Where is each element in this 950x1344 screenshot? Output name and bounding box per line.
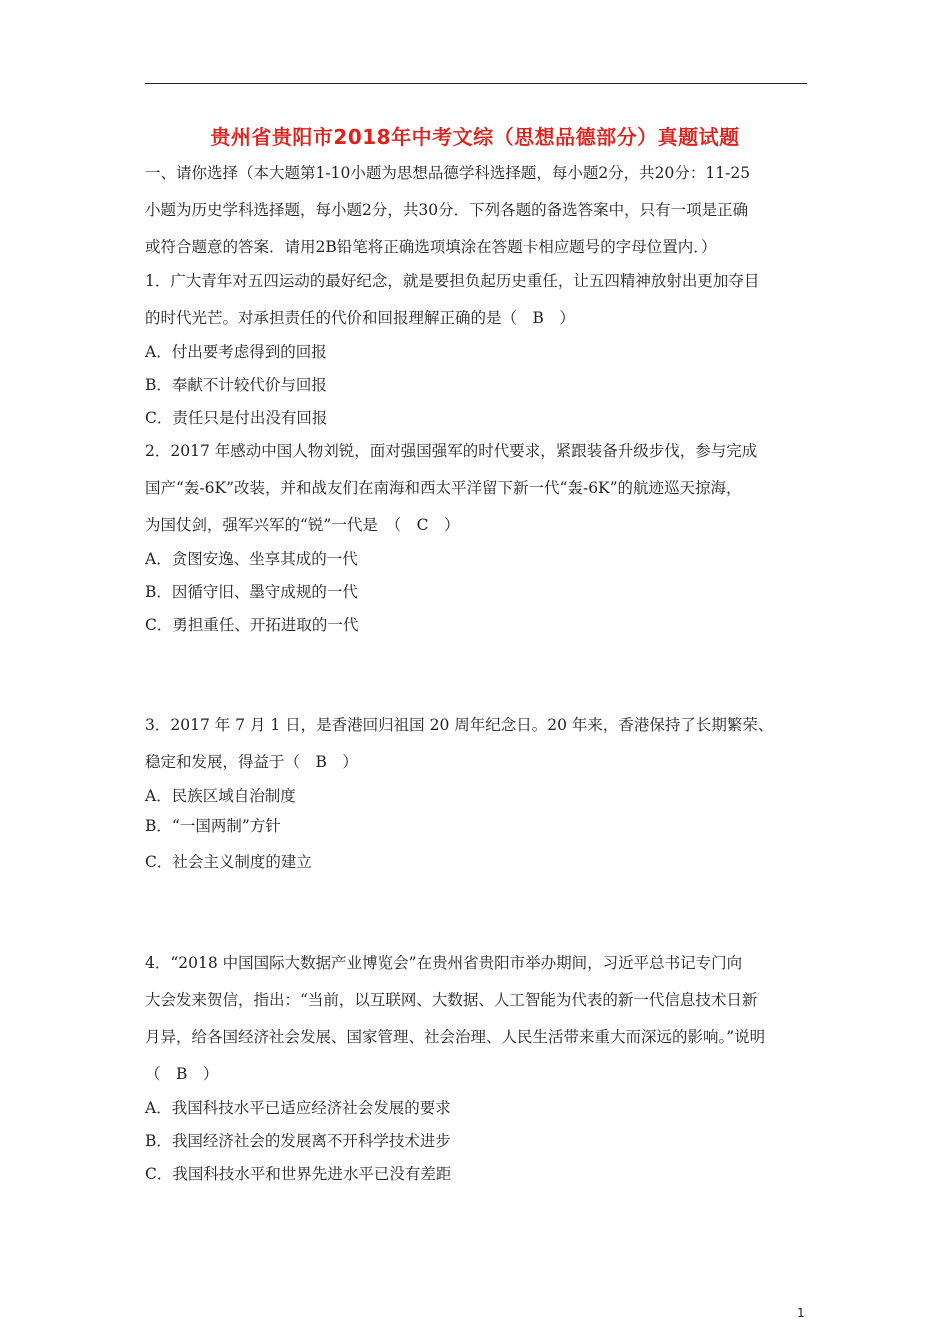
question-2-option-c: C．勇担重任、开拓进取的一代 [145,616,359,634]
question-4-option-b: B．我国经济社会的发展离不开科学技术进步 [145,1132,451,1150]
question-1-option-a: A．付出要考虑得到的回报 [145,343,327,361]
page-title: 贵州省贵阳市2018年中考文综（思想品德部分）真题试题 [210,125,740,149]
question-2-line-1: 2．2017 年感动中国人物刘锐，面对强国强军的时代要求，紧跟装备升级步伐，参与完成 [145,442,758,460]
question-2-option-b: B．因循守旧、墨守成规的一代 [145,583,358,601]
question-2-line-3: 为国仗剑，强军兴军的“锐”一代是 （ C ） [145,516,460,534]
question-2-line-2: 国产“轰-6K”改装，并和战友们在南海和西太平洋留下新一代“轰-6K”的航迹巡天掠海， [145,479,742,497]
question-3-option-a: A．民族区域自治制度 [145,787,296,805]
question-4-line-3: 月异，给各国经济社会发展、国家管理、社会治理、人民生活带来重大而深远的影响。”说明 [145,1028,766,1046]
instruction-line-1: 一、请你选择（本大题第1-10小题为思想品德学科选择题，每小题2分，共20分：11-25 [145,164,751,182]
question-1-option-b: B．奉献不计较代价与回报 [145,376,327,394]
question-2-option-a: A．贪图安逸、坐享其成的一代 [145,550,358,568]
header-rule [145,83,807,84]
instruction-line-2: 小题为历史学科选择题，每小题2分，共30分．下列各题的备选答案中，只有一项是正确 [145,201,749,219]
question-4-option-a: A．我国科技水平已适应经济社会发展的要求 [145,1099,451,1117]
question-1-option-c: C．责任只是付出没有回报 [145,409,328,427]
question-4-option-c: C．我国科技水平和世界先进水平已没有差距 [145,1165,452,1183]
question-4-line-1: 4．“2018 中国国际大数据产业博览会”在贵州省贵阳市举办期间，习近平总书记专门向 [145,954,743,972]
question-3-option-c: C．社会主义制度的建立 [145,853,312,871]
page-number: 1 [797,1306,805,1320]
question-1-line-2: 的时代光芒。对承担责任的代价和回报理解正确的是（ B ） [145,309,575,327]
question-3-line-1: 3．2017 年 7 月 1 日，是香港回归祖国 20 周年纪念日。20 年来，香港保持了长期繁荣、 [145,716,774,734]
instruction-line-3: 或符合题意的答案．请用2B铅笔将正确选项填涂在答题卡相应题号的字母位置内．） [145,238,717,256]
question-3-line-2: 稳定和发展，得益于（ B ） [145,753,358,771]
question-1-line-1: 1．广大青年对五四运动的最好纪念，就是要担负起历史重任，让五四精神放射出更加夺目 [145,272,760,290]
question-4-answer: （ B ） [145,1065,219,1083]
question-3-option-b: B．“一国两制”方针 [145,817,281,835]
question-4-line-2: 大会发来贺信，指出：“当前，以互联网、大数据、人工智能为代表的新一代信息技术日新 [145,991,758,1009]
